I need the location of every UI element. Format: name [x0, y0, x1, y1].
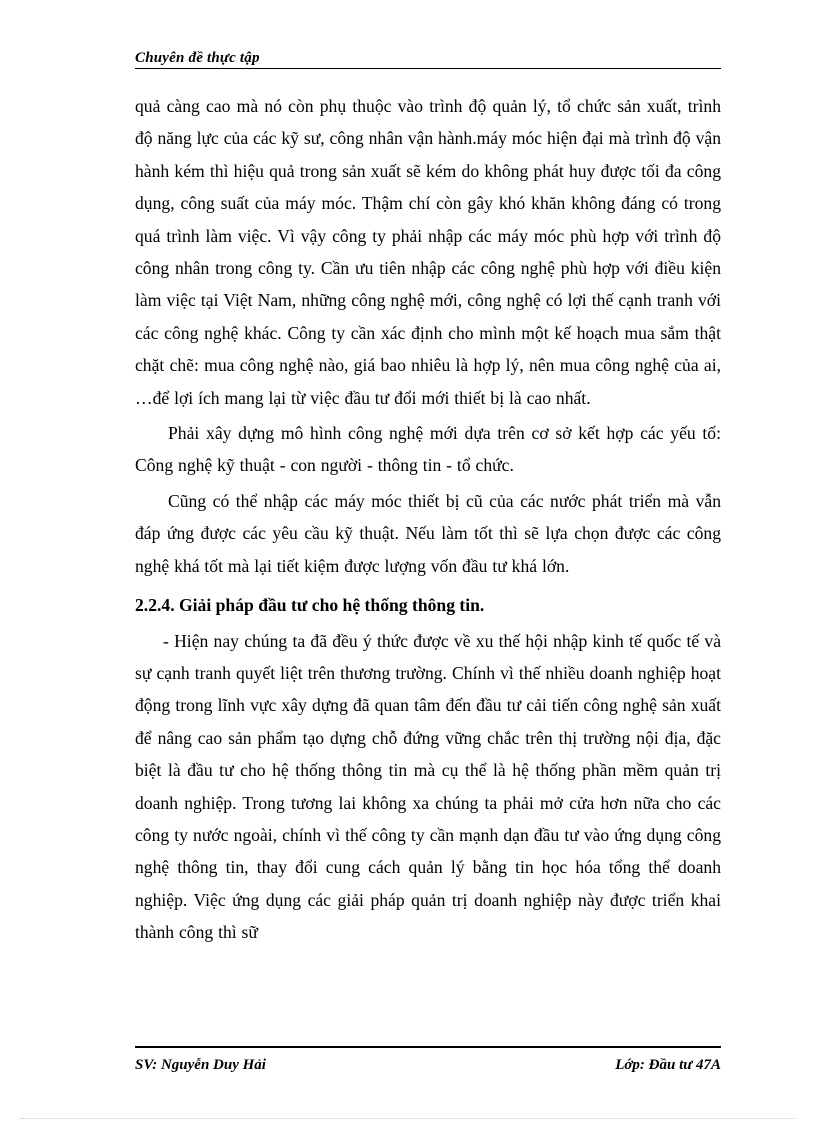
page-header: [135, 48, 721, 69]
footer-divider: [135, 1046, 721, 1048]
footer-student-name: SV: Nguyễn Duy Hải: [135, 1057, 266, 1073]
header-title: Chuyên đề thực tập: [135, 50, 260, 66]
paragraph-1: quả càng cao mà nó còn phụ thuộc vào trình độ quản lý, tổ chức sản xuất, trình độ năng lực của các kỹ sư, công nhân vận hành.máy móc hiện đại mà trình độ vận hành kém thì hiệu quả trong sản xuất sẽ kém do không phát huy được tối đa công dụng, công suất của máy móc. Thậm chí còn gây khó khăn không đáng có trong quá trình làm việc. Vì vậy công ty phải nhập các máy móc phù hợp với trình độ công nhân trong công ty. Cần ưu tiên nhập các công nghệ phù hợp với điều kiện làm việc tại Việt Nam, những công nghệ mới, công nghệ có lợi thế cạnh tranh với các công nghệ khác. Công ty cần xác định cho mình một kế hoạch mua sắm thật chặt chẽ: mua công nghệ nào, giá bao nhiêu là hợp lý, nên mua công nghệ của ai, …để lợi ích mang lại từ việc đầu tư đổi mới thiết bị là cao nhất.: [135, 96, 722, 408]
page-bottom-edge: [20, 1118, 796, 1119]
paragraph-3: Cũng có thể nhập các máy móc thiết bị cũ của các nước phát triển mà vẫn đáp ứng được các yêu cầu kỹ thuật. Nếu làm tốt thì sẽ lựa chọn được các công nghệ khá tốt mà lại tiết kiệm được lượng vốn đầu tư khá lớn.: [135, 490, 721, 576]
paragraph-4: - Hiện nay chúng ta đã đều ý thức được về xu thế hội nhập kinh tế quốc tế và sự cạnh tranh quyết liệt trên thương trường. Chính vì thế nhiều doanh nghiệp hoạt động trong lĩnh vực xây dựng đã quan tâm đến đầu tư cải tiến công nghệ sản xuất để nâng cao sản phẩm tạo dựng chỗ đứng vững chắc trên thị trường nội địa, đặc biệt là đầu tư cho hệ thống thông tin mà cụ thể là hệ thống phần mềm quản trị doanh nghiệp. Trong tương lai không xa chúng ta phải mở cửa hơn nữa cho các công ty nước ngoài, chính vì thế công ty cần mạnh dạn đầu tư vào ứng dụng công nghệ thông tin, thay đổi cung cách quản lý bằng tin học hóa tổng thể doanh nghiệp. Việc ứng dụng các giải pháp quản trị doanh nghiệp này được triển khai thành công thì sữ: [135, 630, 721, 943]
paragraph-2: Phải xây dựng mô hình công nghệ mới dựa trên cơ sở kết hợp các yếu tố: Công nghệ kỹ thuật - con người - thông tin - tổ chức.: [135, 423, 721, 476]
section-heading: 2.2.4. Giải pháp đầu tư cho hệ thống thông tin.: [135, 595, 485, 616]
page-body: [135, 90, 721, 949]
footer-class-name: Lớp: Đầu tư 47A: [615, 1057, 721, 1073]
